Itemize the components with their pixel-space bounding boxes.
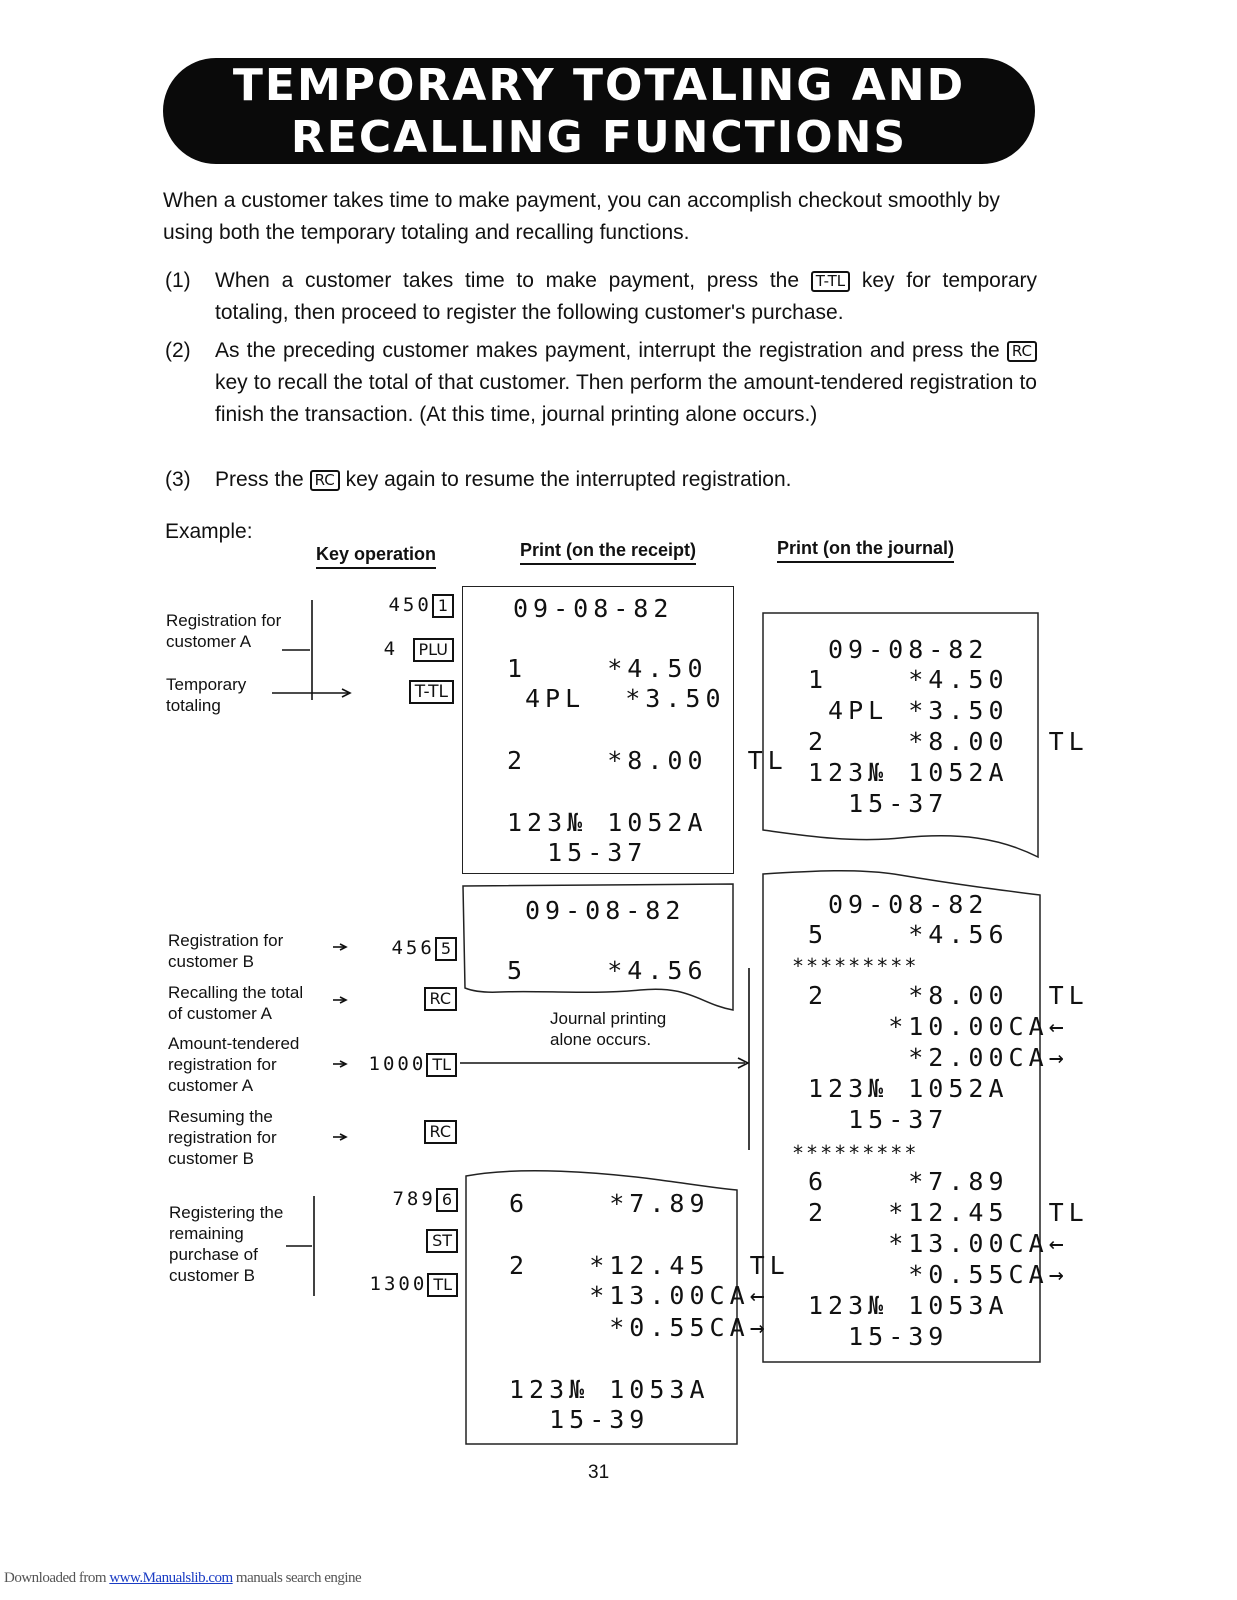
label-line: customer A — [168, 1076, 254, 1095]
label-line: registration for — [168, 1128, 277, 1147]
receipt-line: 4PL *3.50 — [525, 684, 726, 713]
step-number: (1) — [165, 269, 191, 292]
receipt-3-line: *0.55CA→ — [509, 1313, 770, 1342]
header-key-operation: Key operation — [316, 544, 436, 569]
journal-2-line: ********* — [792, 954, 919, 978]
receipt-line: 123№ 1052A — [507, 808, 708, 837]
t-tl-key-icon: T-TL — [811, 271, 850, 292]
label-line: customer B — [169, 1266, 255, 1285]
t-tl-key-icon: T-TL — [409, 680, 454, 704]
step-text-before: Press the — [215, 468, 304, 491]
dept-1-key-icon: 1 — [432, 594, 454, 618]
note-line: Journal printing — [550, 1009, 667, 1028]
journal-2-line: 09-08-82 — [828, 890, 989, 919]
example-label: Example: — [165, 520, 253, 543]
receipt-2-line: 5 *4.56 — [507, 956, 708, 985]
header-receipt: Print (on the receipt) — [520, 540, 696, 565]
receipt-2-line: 09-08-82 — [525, 896, 686, 925]
page-number: 31 — [588, 1462, 610, 1483]
dept-6-key-icon: 6 — [436, 1188, 458, 1212]
journal-2-line: 2 *8.00 TL — [808, 981, 1089, 1010]
footer-prefix: Downloaded from — [4, 1570, 110, 1586]
receipt-3-line: 2 *12.45 TL — [509, 1251, 790, 1280]
journal-2-line: ********* — [792, 1141, 919, 1165]
receipt-1 — [462, 586, 788, 874]
receipt-line: 2 *8.00 TL — [507, 746, 788, 775]
step-text-after: key for temporary totaling, then proceed to register the following customer's purchase. — [215, 269, 1038, 324]
label-line: customer A — [166, 632, 252, 651]
label-line: Temporary — [166, 675, 247, 694]
intro-paragraph: When a customer takes time to make payment, you can accomplish checkout smoothly by using both the temporary totaling and recalling functions. — [163, 189, 1000, 244]
key-number: 1000 — [368, 1053, 427, 1075]
key-number: 456 — [391, 937, 435, 959]
journal-2-line: 6 *7.89 — [808, 1167, 1009, 1196]
label-line: Registering the — [169, 1203, 284, 1222]
label-line: registration for — [168, 1055, 277, 1074]
label-line: Registration for — [168, 931, 284, 950]
dept-5-key-icon: 5 — [435, 937, 457, 961]
label-line: purchase of — [169, 1245, 258, 1264]
label-line: totaling — [166, 696, 221, 715]
receipt-line: 09-08-82 — [513, 594, 674, 623]
label-line: Amount-tendered — [168, 1034, 300, 1053]
receipt-3-line: 123№ 1053A — [509, 1375, 710, 1404]
receipt-3-line: 15-39 — [509, 1405, 650, 1434]
journal-2-line: *13.00CA← — [808, 1229, 1069, 1258]
header-journal: Print (on the journal) — [777, 538, 954, 563]
journal-2-line: 123№ 1052A — [808, 1074, 1009, 1103]
key-number: 4 — [383, 638, 399, 660]
journal-1-line: 1 *4.50 — [808, 665, 1009, 694]
label-line: Registration for — [166, 611, 282, 630]
journal-2-line: 5 *4.56 — [808, 920, 1009, 949]
footer — [4, 1570, 361, 1587]
note-line: alone occurs. — [550, 1030, 652, 1049]
journal-1-line: 2 *8.00 TL — [808, 727, 1089, 756]
journal-2-line: 15-37 — [808, 1105, 949, 1134]
journal-2-line: *0.55CA→ — [808, 1260, 1069, 1289]
step-number: (2) — [165, 339, 191, 362]
receipt-line: 1 *4.50 — [507, 654, 708, 683]
manualslib-link[interactable]: www.Manualslib.com — [109, 1570, 233, 1586]
rc-key-icon: RC — [424, 987, 458, 1011]
st-key-icon: ST — [426, 1229, 458, 1253]
receipt-3-line: *13.00CA← — [509, 1281, 770, 1310]
label-line: Recalling the total — [168, 983, 304, 1002]
label-line: of customer A — [168, 1004, 272, 1023]
key-number: 1300 — [369, 1273, 428, 1295]
key-number: 450 — [388, 594, 432, 616]
step-text-after: key again to resume the interrupted registration. — [345, 468, 792, 491]
journal-1-line: 123№ 1052A — [808, 758, 1009, 787]
plu-key-icon: PLU — [413, 638, 454, 662]
journal-note — [550, 1008, 666, 1050]
tl-key-icon: TL — [426, 1053, 457, 1077]
rc-key-icon: RC — [424, 1120, 458, 1144]
tl-key-icon: TL — [427, 1273, 458, 1297]
step-number: (3) — [165, 468, 191, 491]
receipt-3-line: 6 *7.89 — [509, 1189, 710, 1218]
step-text-before: As the preceding customer makes payment, interrupt the registration and press the — [215, 339, 1000, 362]
key-number: 789 — [392, 1188, 436, 1210]
label-line: customer B — [168, 952, 254, 971]
journal-2-line: 123№ 1053A — [808, 1291, 1009, 1320]
journal-2-line: 2 *12.45 TL — [808, 1198, 1089, 1227]
footer-suffix: manuals search engine — [232, 1570, 362, 1586]
rc-key-icon: RC — [310, 470, 340, 491]
journal-1-line: 15-37 — [808, 789, 949, 818]
journal-2-line: 15-39 — [808, 1322, 949, 1351]
rc-key-icon: RC — [1007, 341, 1037, 362]
label-line: Resuming the — [168, 1107, 273, 1126]
title-line-1: TEMPORARY TOTALING AND — [232, 60, 966, 111]
label-line: remaining — [169, 1224, 244, 1243]
label-line: customer B — [168, 1149, 254, 1168]
step-text-before: When a customer takes time to make payment, press the — [215, 269, 800, 292]
journal-2-line: *10.00CA← — [808, 1012, 1069, 1041]
journal-1-line: 09-08-82 — [828, 635, 989, 664]
journal-2-line: *2.00CA→ — [808, 1043, 1069, 1072]
title-line-2: RECALLING FUNCTIONS — [290, 112, 908, 163]
journal-1-line: 4PL *3.50 — [808, 696, 1009, 725]
step-text-after: key to recall the total of that customer. Then perform the amount-tendered registration to finish the transaction. (At this time, journal printing alone occurs.) — [215, 371, 1037, 426]
receipt-line: 15-37 — [507, 838, 648, 867]
